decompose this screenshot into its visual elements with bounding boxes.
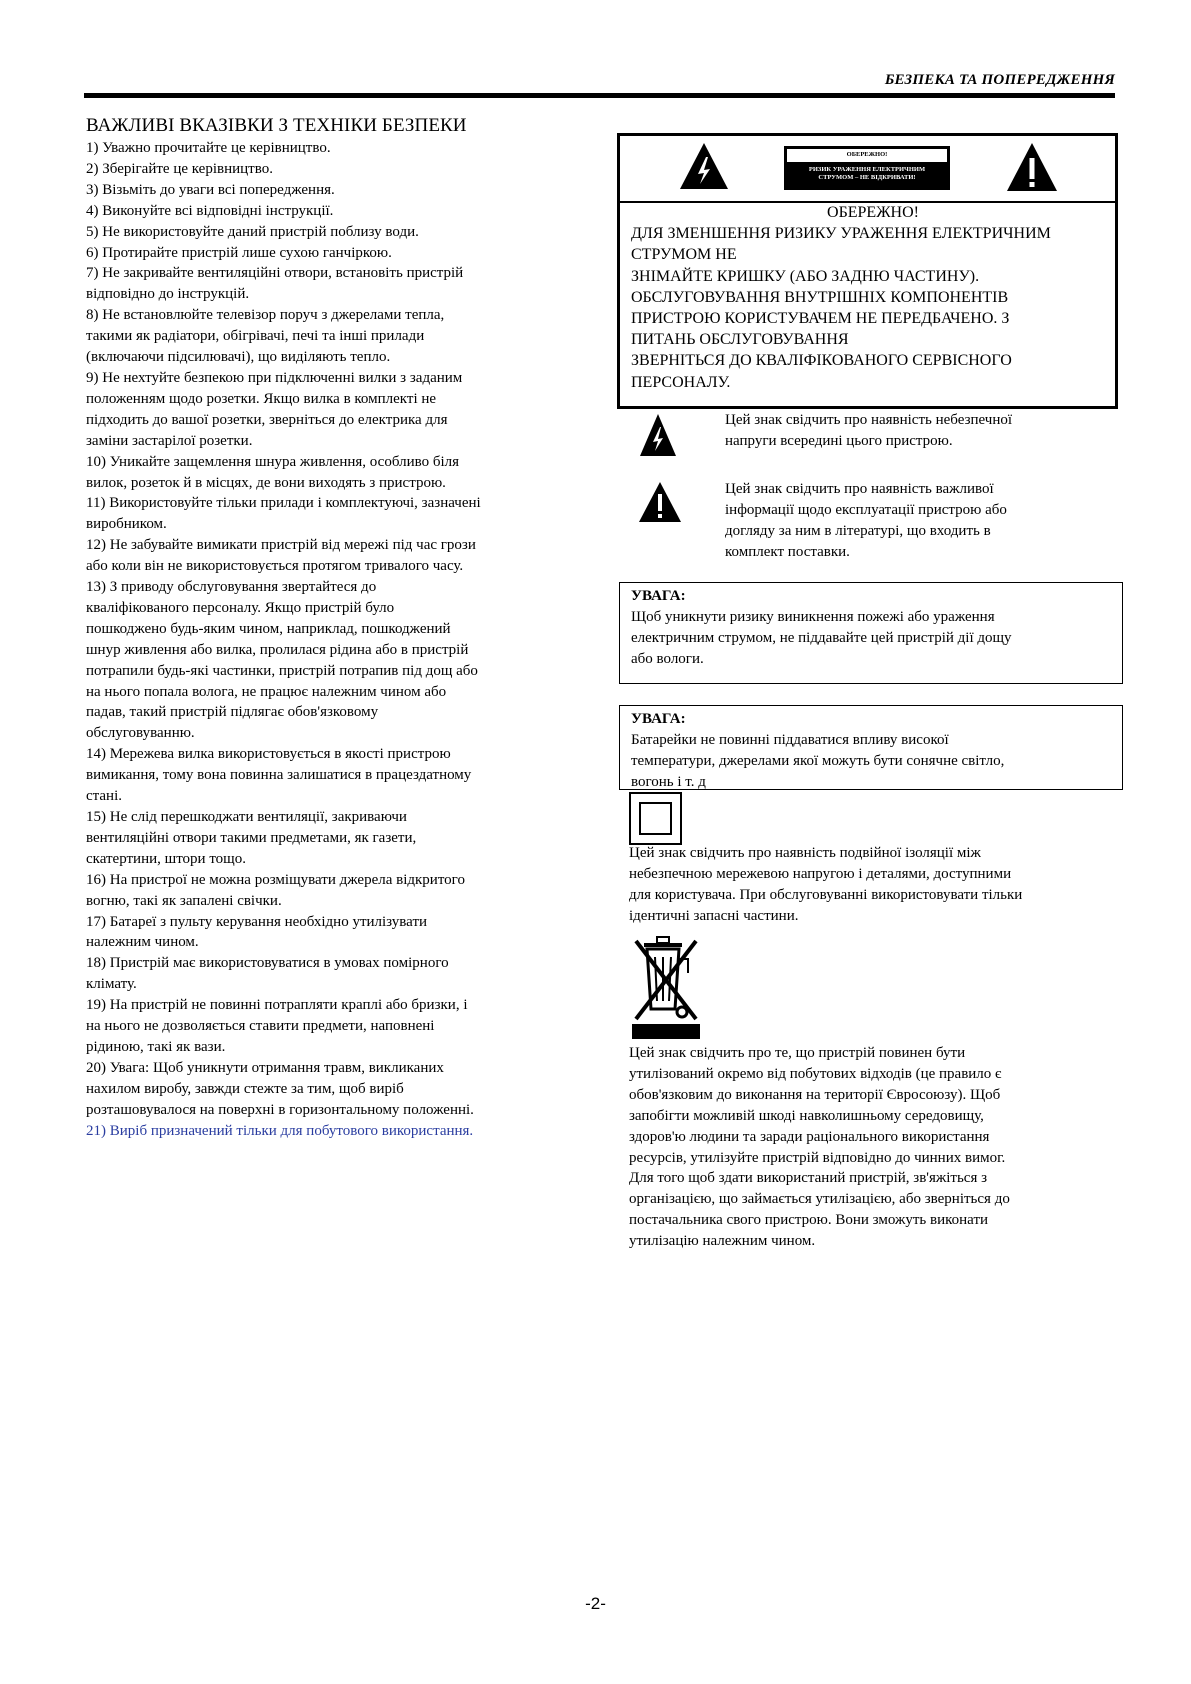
- symbol-line: інформації щодо експлуатації пристрою або: [725, 501, 1007, 518]
- instruction-line: належним чином.: [86, 934, 199, 951]
- double-insulation-icon: [629, 792, 682, 845]
- instruction-line: 7) Не закривайте вентиляційні отвори, встановіть пристрій: [86, 265, 464, 282]
- instruction-line: 4) Виконуйте всі відповідні інструкції.: [86, 202, 334, 219]
- rain-warning-box: [619, 582, 1123, 684]
- warning-line: електричним струмом, не піддавайте цей пристрій дії дощу: [631, 629, 1012, 646]
- text-line: для користувача. При обслуговуванні використовувати тільки: [629, 886, 1023, 903]
- instruction-line: вимикання, тому вона повинна залишатися в працездатному: [86, 767, 472, 784]
- instruction-line: 6) Протирайте пристрій лише сухою ганчіркою.: [86, 244, 392, 261]
- instruction-line: положенням щодо розетки. Якщо вилка в комплекті не: [86, 390, 437, 407]
- instruction-line: рідиною, такі як вази.: [86, 1038, 226, 1055]
- instruction-line: заміни застарілої розетки.: [86, 432, 253, 449]
- exclamation-triangle-icon: [638, 481, 682, 523]
- instruction-line: (включаючи підсилювачі), що виділяють тепло.: [86, 349, 391, 366]
- text-line: обов'язковим до виконання на території Євросоюзу). Щоб: [629, 1086, 1001, 1103]
- caution-title: ОБЕРЕЖНО!: [827, 204, 919, 221]
- instruction-line: вентиляційні отвори такими предметами, як газети,: [86, 829, 417, 846]
- lightning-warning-icon: [679, 142, 729, 190]
- instruction-line: падав, такий пристрій підлягає обов'язковому: [86, 704, 379, 721]
- instruction-line: 9) Не нехтуйте безпекою при підключенні вилки з заданим: [86, 369, 463, 386]
- instruction-line: 13) З приводу обслуговування звертайтеся до: [86, 579, 377, 596]
- instruction-line: пошкоджено будь-яким чином, наприклад, пошкоджений: [86, 620, 451, 637]
- voltage-symbol-text: [725, 410, 1012, 452]
- safety-heading: ВАЖЛИВІ ВКАЗІВКИ З ТЕХНІКИ БЕЗПЕКИ: [86, 115, 467, 136]
- instruction-line: 19) На пристрій не повинні потрапляти краплі або бризки, і: [86, 997, 468, 1014]
- caution-label-line: СТРУМОМ – НЕ ВІДКРИВАТИ!: [818, 174, 916, 181]
- instruction-line: такими як радіатори, обігрівачі, печі та інші прилади: [86, 328, 425, 345]
- battery-warning-box: [619, 705, 1123, 790]
- caution-line: ЗВЕРНІТЬСЯ ДО КВАЛІФІКОВАНОГО СЕРВІСНОГО: [631, 352, 1012, 370]
- lightning-triangle-icon: [639, 413, 677, 457]
- instruction-line: потрапили будь-які частинки, пристрій потрапив під дощ або: [86, 662, 478, 679]
- instruction-line: 8) Не встановлюйте телевізор поруч з джерелами тепла,: [86, 307, 445, 324]
- instruction-line: стані.: [86, 788, 122, 805]
- caution-label: [784, 146, 950, 190]
- instruction-line: 20) Увага: Щоб уникнути отримання травм, викликаних: [86, 1059, 444, 1076]
- instruction-line: клімату.: [86, 976, 137, 993]
- warning-title: УВАГА:: [631, 588, 686, 604]
- text-line: організацією, що займається утилізацією, або зверніться до: [629, 1191, 1010, 1208]
- instruction-line: нахилом виробу, завжди стежте за тим, щоб виріб: [86, 1080, 404, 1097]
- text-line: Цей знак свідчить про наявність подвійної ізоляції між: [629, 845, 981, 861]
- instruction-line: скатертини, штори тощо.: [86, 850, 246, 867]
- instruction-list: [86, 138, 578, 1142]
- warning-line: температури, джерелами якої можуть бути сонячне світло,: [631, 752, 1005, 769]
- instruction-line: 1) Уважно прочитайте це керівництво.: [86, 140, 331, 156]
- symbol-line: Цей знак свідчить про наявність небезпечної: [725, 412, 1013, 428]
- text-line: ідентичні запасні частини.: [629, 907, 799, 924]
- double-insulation-text: [629, 843, 1022, 927]
- instruction-line: підходить до вашої розетки, зверніться до електрика для: [86, 411, 448, 428]
- exclamation-warning-icon: [1006, 142, 1058, 192]
- caution-line: ПИТАНЬ ОБСЛУГОВУВАННЯ: [631, 331, 849, 349]
- instruction-line: вилок, розеток й в місцях, де вони виходять з пристрою.: [86, 474, 446, 491]
- instruction-line: 2) Зберігайте це керівництво.: [86, 160, 273, 177]
- caution-symbol-strip: [620, 136, 1115, 203]
- instruction-line: 5) Не використовуйте даний пристрій поблизу води.: [86, 223, 419, 240]
- text-line: утилізацію належним чином.: [629, 1233, 816, 1250]
- instruction-line: 3) Візьміть до уваги всі попередження.: [86, 181, 335, 198]
- header-title: БЕЗПЕКА ТА ПОПЕРЕДЖЕННЯ: [884, 72, 1115, 88]
- text-line: Цей знак свідчить про те, що пристрій повинен бути: [629, 1045, 966, 1061]
- instruction-line: 14) Мережева вилка використовується в якості пристрою: [86, 746, 451, 763]
- text-line: постачальника свого пристрою. Вони зможуть виконати: [629, 1212, 989, 1229]
- instruction-line: 10) Уникайте защемлення шнура живлення, особливо біля: [86, 453, 460, 470]
- warning-line: вогонь і т. д: [631, 773, 706, 790]
- header-rule: [84, 93, 1115, 98]
- symbol-line: напруги всередині цього пристрою.: [725, 432, 953, 449]
- instruction-line: на нього не дозволяється ставити предмети, наповнені: [86, 1018, 435, 1035]
- instruction-line: розташовувалося на поверхні в горизонтальному положенні.: [86, 1101, 474, 1118]
- instruction-line: виробником.: [86, 516, 167, 533]
- symbol-line: догляду за ним в літературі, що входить в: [725, 522, 991, 539]
- instruction-line: шнур живлення або вилка, пролилася рідина або в пристрій: [86, 641, 469, 658]
- text-line: Для того щоб здати використаний пристрій, зв'яжіться з: [629, 1170, 988, 1187]
- instruction-line: 18) Пристрій має використовуватися в умовах помірного: [86, 955, 449, 972]
- caution-line: СТРУМОМ НЕ: [631, 246, 737, 264]
- caution-line: ЗНІМАЙТЕ КРИШКУ (АБО ЗАДНЮ ЧАСТИНУ).: [631, 267, 980, 285]
- caution-line: ПРИСТРОЮ КОРИСТУВАЧЕМ НЕ ПЕРЕДБАЧЕНО. З: [631, 310, 1010, 328]
- page-number: -2-: [585, 1594, 606, 1613]
- instruction-line: 16) На пристрої не можна розміщувати джерела відкритого: [86, 871, 465, 888]
- instruction-line: 15) Не слід перешкоджати вентиляції, закриваючи: [86, 809, 407, 825]
- symbol-line: комплект поставки.: [725, 543, 850, 560]
- text-line: запобігти можливій шкоді навколишньому середовищу,: [629, 1107, 984, 1124]
- text-line: ресурсів, утилізуйте пристрій відповідно до чинних вимог.: [629, 1149, 1006, 1166]
- text-line: небезпечною мережевою напругою і деталями, доступними: [629, 865, 1012, 882]
- caution-text: [631, 202, 1115, 393]
- instruction-line: 12) Не забувайте вимикати пристрій від мережі під час грози: [86, 537, 476, 554]
- warning-line: Щоб уникнути ризику виникнення пожежі або ураження: [631, 608, 995, 625]
- instruction-line: або коли він не використовується протягом тривалого часу.: [86, 558, 464, 575]
- instruction-line-household: 21) Виріб призначений тільки для побутового використання.: [86, 1122, 474, 1139]
- instruction-line: 11) Використовуйте тільки прилади і комплектуючі, зазначені: [86, 495, 481, 512]
- text-line: утилізований окремо від побутових відходів (це правило є: [629, 1065, 1002, 1082]
- crossed-bin-icon: [630, 929, 702, 1041]
- caution-box: [617, 133, 1118, 409]
- caution-line: ПЕРСОНАЛУ.: [631, 373, 731, 391]
- instruction-line: на нього попала волога, не працює належним чином або: [86, 683, 447, 700]
- instruction-line: відповідно до інструкцій.: [86, 286, 250, 303]
- caution-line: ДЛЯ ЗМЕНШЕННЯ РИЗИКУ УРАЖЕННЯ ЕЛЕКТРИЧНИМ: [631, 225, 1051, 243]
- warning-line: або вологи.: [631, 650, 704, 667]
- safety-instructions-section: [86, 115, 578, 1142]
- warning-line: Батарейки не повинні піддаватися впливу високої: [631, 731, 949, 748]
- instruction-line: 17) Батареї з пульту керування необхідно утилізувати: [86, 913, 428, 930]
- symbol-line: Цей знак свідчить про наявність важливої: [725, 481, 994, 497]
- warning-title: УВАГА:: [631, 711, 686, 727]
- weee-text: [629, 1043, 1010, 1252]
- instruction-line: вогню, такі як запалені свічки.: [86, 892, 282, 909]
- caution-label-line: РИЗИК УРАЖЕННЯ ЕЛЕКТРИЧНИМ: [808, 166, 926, 173]
- info-symbol-text: [725, 479, 1007, 563]
- instruction-line: кваліфікованого персоналу. Якщо пристрій було: [86, 599, 395, 616]
- text-line: здоров'ю людини та заради раціонального використання: [629, 1128, 990, 1145]
- instruction-line: обслуговуванню.: [86, 725, 195, 742]
- caution-line: ОБСЛУГОВУВАННЯ ВНУТРІШНІХ КОМПОНЕНТІВ: [631, 288, 1009, 306]
- caution-label-top: ОБЕРЕЖНО!: [787, 149, 947, 162]
